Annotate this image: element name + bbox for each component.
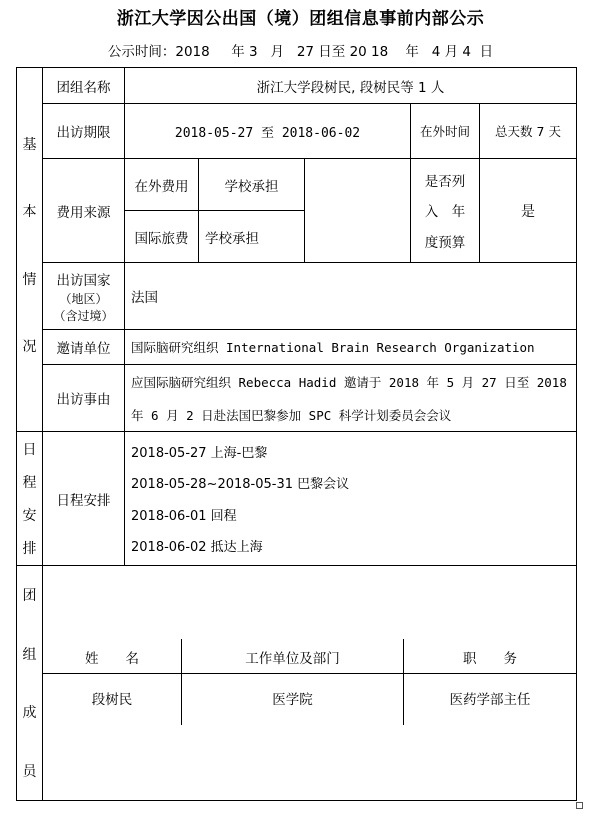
col-line: [304, 158, 305, 262]
member-header-position: 职 务: [463, 650, 517, 667]
section-char: 况: [22, 339, 37, 356]
member-header-unit: 工作单位及部门: [245, 650, 340, 667]
table-end-marker: [576, 802, 583, 809]
section-char: 组: [22, 646, 37, 663]
period-label: 出访期限: [56, 125, 111, 141]
member-name: 段树民: [91, 692, 133, 708]
section-char: 日: [22, 441, 37, 458]
country-label: [43, 263, 124, 329]
member-header-name: 姓 名: [85, 650, 139, 667]
section-char: 团: [22, 588, 37, 605]
section-char: 程: [22, 474, 37, 491]
funding-label: 费用来源: [56, 204, 111, 221]
country-label-sub: （含过境）: [53, 309, 114, 324]
reason-label: 出访事由: [56, 392, 111, 408]
section-char: 排: [22, 541, 37, 558]
schedule-list: [125, 432, 576, 565]
group-name-value: 浙江大学段树民, 段树民等 1 人: [256, 79, 445, 96]
group-name-label: 团组名称: [56, 79, 111, 96]
time-abroad-label: 在外时间: [419, 124, 470, 139]
period-value: 2018-05-27 至 2018-06-02: [174, 125, 361, 141]
section-char: 成: [22, 705, 37, 722]
divider-members: [16, 565, 577, 566]
schedule-label: 日程安排: [56, 492, 111, 509]
section-basic-info: [17, 110, 42, 380]
section-char: 安: [22, 508, 37, 525]
reason-value: [125, 365, 576, 431]
budget-value: 是: [521, 203, 535, 220]
member-position: 医药学部主任: [449, 692, 531, 708]
notice-period: 公示时间：2018 年 3 月 27 日至 20 18 年 4 月 4 日: [107, 44, 494, 60]
table-border-right: [576, 67, 577, 801]
country-label-main: 出访国家: [56, 272, 111, 289]
time-abroad-value: 总天数 7 天: [495, 124, 561, 139]
section-char: 情: [22, 271, 37, 288]
section-char: 基: [22, 136, 37, 153]
funding-abroad-label: 在外费用: [134, 178, 189, 195]
table-border-bottom: [16, 800, 577, 801]
section-char: 本: [22, 204, 37, 221]
member-unit: 医学院: [272, 692, 313, 708]
country-value: 法国: [131, 290, 158, 306]
budget-label: [411, 159, 479, 262]
schedule-item: 2018-06-01 回程: [131, 508, 237, 524]
funding-abroad-value: 学校承担: [224, 178, 279, 195]
section-schedule: [17, 432, 42, 565]
page-title: 浙江大学因公出国（境）团组信息事前内部公示: [116, 9, 485, 29]
funding-travel-label: 国际旅费: [134, 230, 189, 247]
funding-travel-value: 学校承担: [205, 230, 259, 247]
schedule-item: 2018-05-27 上海-巴黎: [131, 446, 268, 462]
inviter-value: 国际脑研究组织 International Brain Research Organization: [131, 340, 535, 355]
country-label-sub: （地区）: [59, 291, 108, 306]
schedule-item: 2018-06-02 抵达上海: [131, 539, 263, 555]
section-members: [17, 566, 42, 800]
section-char: 员: [22, 763, 37, 780]
budget-label-line: 入 年: [424, 204, 466, 221]
reason-line: 年 6 月 2 日赴法国巴黎参加 SPC 科学计划委员会会议: [131, 407, 452, 423]
budget-label-line: 是否列: [424, 174, 466, 191]
schedule-item: 2018-05-28~2018-05-31 巴黎会议: [131, 477, 350, 493]
budget-label-line: 度预算: [424, 234, 466, 251]
inviter-label: 邀请单位: [56, 341, 111, 357]
reason-line: 应国际脑研究组织 Rebecca Hadid 邀请于 2018 年 5 月 27 日至 2018: [131, 374, 567, 390]
